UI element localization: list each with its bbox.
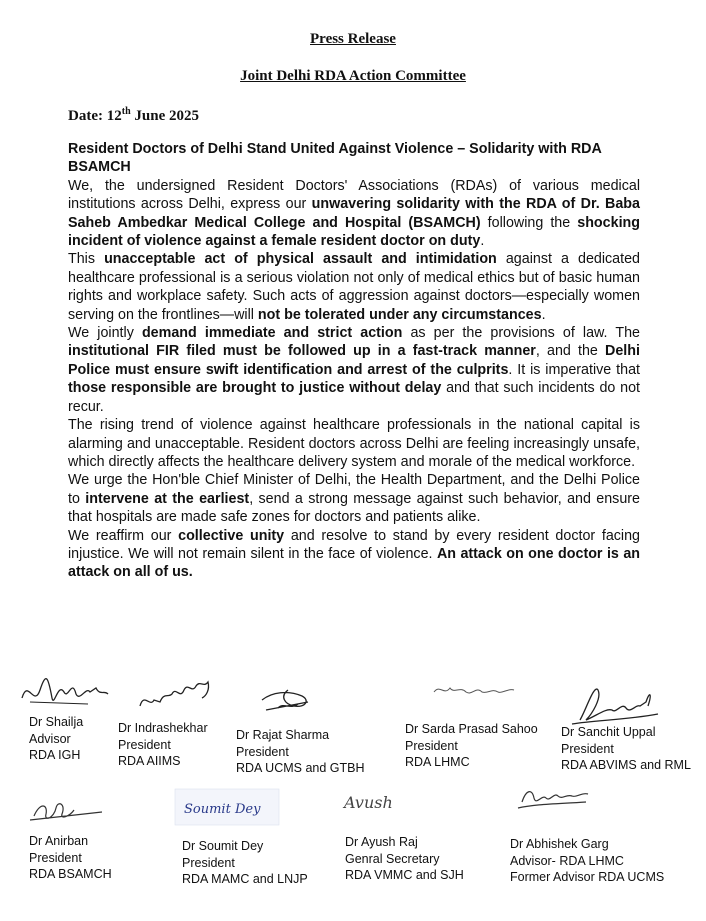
signature-soumit-text: Soumit Dey (184, 802, 261, 817)
release-title: Resident Doctors of Delhi Stand United Against Violence – Solidarity with RDA BSAMCH (68, 141, 602, 176)
text-run: This (68, 251, 105, 268)
signatory-org: RDA BSAMCH (29, 867, 112, 881)
bold-run: unacceptable act of physical assault and intimidation (104, 251, 497, 268)
bold-run: shocking incident of violence against a female resident doctor on duty (68, 214, 641, 250)
signatory-ayush (345, 834, 464, 884)
text-run: We, the undersigned Resident Doctors' Associations (RDAs) of various medical institutions across Delhi, express our (68, 177, 640, 213)
signatory-name: Dr Soumit Dey (182, 839, 264, 853)
signature-soumit (174, 788, 280, 828)
press-release-heading: Press Release (310, 31, 396, 47)
text-run: , send a strong message against such behavior, and ensure that hospitals are made safe zones for doctors and patients alike. (68, 490, 640, 526)
bold-run: demand immediate and strict action (141, 325, 403, 342)
signatory-indrashekhar (118, 720, 208, 770)
signatory-name: Dr Abhishek Garg (510, 837, 609, 851)
signatory-role: President (182, 855, 235, 870)
paragraph (68, 471, 640, 526)
signatory-name: Dr Rajat Sharma (236, 728, 330, 742)
signatory-name: Dr Sanchit Uppal (561, 725, 656, 739)
text-run: The rising trend of violence against healthcare professionals in the national capital is alarming and unacceptable. Resident doctors across Delhi are feeling increasingly unsafe, which directly affects the healthcare delivery system and morale of the medical workforce. (68, 417, 640, 470)
signatory-role: Advisor (29, 731, 71, 746)
signatory-name: Dr Shailja (29, 715, 84, 729)
paragraph (68, 416, 640, 471)
release-body (68, 140, 640, 582)
signatory-org: Former Advisor RDA UCMS (510, 870, 665, 884)
signatory-role: President (561, 741, 614, 756)
date-suffix: June 2025 (130, 108, 199, 124)
signatory-org: RDA LHMC (405, 755, 470, 769)
signatory-role: President (29, 850, 82, 865)
text-run: against a dedicated healthcare professional is a serious violation not only of medical ethics but of basic human rights and workplace safety. Such acts of aggression against doctors—especially women serving on the frontlines—will (68, 251, 640, 323)
text-run: and resolve to stand by every resident doctor facing injustice. We will not remain silent in the face of violence. (68, 527, 640, 562)
signatory-org: RDA UCMS and GTBH (236, 761, 365, 775)
signatory-org: RDA MAMC and LNJP (182, 872, 308, 886)
paragraph (68, 527, 640, 582)
text-run: We jointly (68, 325, 142, 342)
bold-run: institutional FIR filed must be followed up in a fast-track manner (68, 343, 536, 360)
signature-anirban (26, 792, 110, 828)
signatory-name: Dr Indrashekhar (118, 721, 208, 735)
signatory-shailja (29, 714, 83, 764)
signature-indrashekhar (136, 672, 216, 718)
signature-abhishek (516, 780, 596, 814)
signatory-org: RDA ABVIMS and RML (561, 758, 691, 772)
bold-run: unwavering solidarity with the RDA of Dr. Baba Saheb Ambedkar Medical College and Hospital (BSAMCH) (68, 196, 640, 231)
paragraph (68, 250, 640, 324)
bold-run: those responsible are brought to justice without delay (68, 380, 442, 397)
text-run: , and the (535, 343, 606, 360)
bold-run: not be tolerated under any circumstances (257, 306, 542, 323)
signatory-role: President (118, 737, 171, 752)
signatory-org: RDA AIIMS (118, 754, 181, 768)
text-run: . It is imperative that (508, 361, 640, 378)
signatory-name: Dr Anirban (29, 834, 89, 848)
text-run: following the (480, 214, 578, 231)
signature-rajat (258, 682, 316, 716)
date-ordinal: th (121, 106, 131, 117)
release-date (68, 106, 199, 125)
signatory-org: RDA VMMC and SJH (345, 868, 464, 882)
signature-sarda (432, 680, 522, 702)
text-run: . (541, 306, 546, 323)
signature-shailja (18, 668, 113, 716)
bold-run: An attack on one doctor is an attack on all of us. (68, 545, 641, 581)
release-paragraphs (68, 177, 640, 582)
signatory-name: Dr Ayush Raj (345, 835, 418, 849)
text-run: . (480, 233, 485, 250)
signatory-role: President (405, 738, 458, 753)
signatory-org: RDA IGH (29, 748, 81, 762)
committee-heading: Joint Delhi RDA Action Committee (240, 68, 466, 84)
signatory-sarda (405, 721, 538, 771)
bold-run: intervene at the earliest (85, 490, 250, 507)
signature-ayush (340, 784, 420, 818)
text-run: We urge the Hon'ble Chief Minister of Delhi, the Health Department, and the Delhi Police to (68, 472, 640, 507)
text-run: We reaffirm our (68, 527, 179, 544)
signatory-role: Genral Secretary (345, 851, 440, 866)
paragraph (68, 324, 640, 416)
bold-run: collective unity (178, 527, 285, 544)
signatory-sanchit (561, 724, 691, 774)
date-prefix: Date: 12 (68, 108, 122, 124)
signatory-name: Dr Sarda Prasad Sahoo (405, 722, 538, 736)
signatory-role: President (236, 744, 289, 759)
text-run: as per the provisions of law. The (402, 325, 641, 342)
signature-sanchit (566, 680, 666, 728)
signatory-anirban (29, 833, 112, 883)
text-run: and that such incidents do not recur. (68, 380, 641, 415)
signatory-abhishek (510, 836, 664, 886)
signature-ayush-text: Avush (344, 793, 393, 812)
bold-run: Delhi Police must ensure swift identification and arrest of the culprits (68, 343, 640, 378)
signatory-rajat (236, 727, 365, 777)
signatory-role: Advisor- RDA LHMC (510, 853, 624, 868)
paragraph (68, 177, 640, 251)
signatory-soumit (182, 838, 308, 888)
